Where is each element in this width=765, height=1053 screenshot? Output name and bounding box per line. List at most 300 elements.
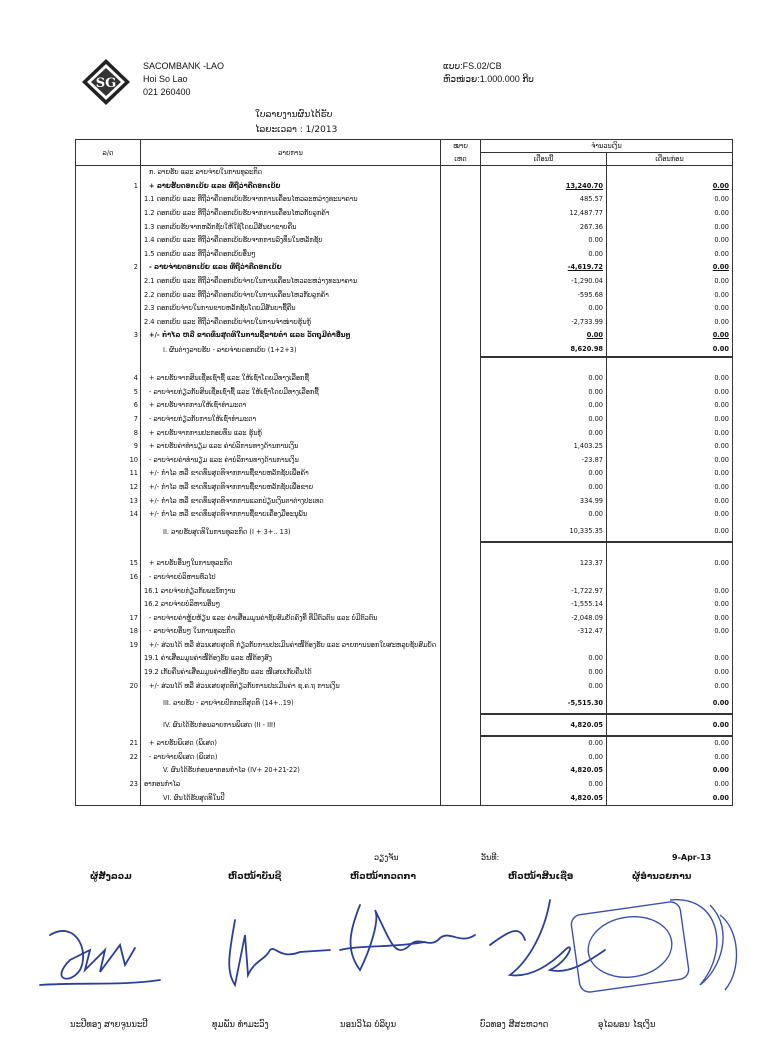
- row-number: [76, 357, 141, 372]
- table-row: [76, 736, 733, 751]
- row-number: [76, 584, 141, 598]
- row-this-month: [481, 166, 607, 180]
- table-row: [76, 440, 733, 454]
- row-label: - ລາຍຈ່າຍພິເສດ (ພິເສດ): [141, 751, 441, 765]
- row-number: 23: [76, 778, 141, 792]
- table-row: [76, 248, 733, 262]
- row-prev-month: 0.00: [607, 316, 733, 330]
- row-this-month: -2,048.09: [481, 611, 607, 625]
- row-label: 1.2 ດອກເບ້ຍ ແລະ ທີ່ຖືວ່າຄືດອກເບ້ຍຮັບຈາກການເຄື່ອນໄຫວກັບລູກຄ້າ: [141, 207, 441, 221]
- row-note: [441, 666, 481, 680]
- report-period: ໄລຍະເວລາ : 1/2013: [255, 125, 338, 135]
- row-number: 22: [76, 751, 141, 765]
- bank-stamp: [570, 900, 736, 994]
- table-row: [76, 220, 733, 234]
- row-this-month: 0.00: [481, 413, 607, 427]
- signer-title-director: ຜູ້ອຳນວຍການ: [632, 872, 692, 882]
- row-note: [441, 542, 481, 557]
- row-number: 4: [76, 372, 141, 386]
- row-label: 2.4 ດອກເບ້ຍ ແລະ ທີ່ຖືວ່າຄືດອກເບ້ຍຈ່າຍໃນການຈຳໜ່າຍຮຸ້ນກູ້: [141, 316, 441, 330]
- row-label: +/- ສ່ວນໄດ້ ຫລື ສ່ວນເສຍສຸດທິ ກ່ຽວກັບການປະເມີນຄ່າໜີ້ຕ້ອງຮັບ ແລະ ລາຍການນອກໃບສະຫລຸບຊັບສົມບັດ: [141, 639, 441, 653]
- row-note: [441, 288, 481, 302]
- signer-name-auditor: ນອນວິໄລ ບໍລິບູນ: [340, 1020, 397, 1030]
- row-note: [441, 453, 481, 467]
- row-number: [76, 207, 141, 221]
- row-note: [441, 714, 481, 736]
- row-this-month: -23.87: [481, 453, 607, 467]
- bank-phone: 021 260400: [143, 87, 191, 97]
- row-this-month: 13,240.70: [481, 180, 607, 194]
- date-label: ວັນທີ:: [481, 853, 500, 862]
- row-label: III. ລາຍຮັບ - ລາຍຈ່າຍປົກກະຕິສຸດທິ (14+..19): [141, 693, 441, 714]
- date-value: 9-Apr-13: [672, 853, 712, 862]
- table-row: [76, 571, 733, 585]
- row-note: [441, 399, 481, 413]
- row-this-month: 0.00: [481, 302, 607, 316]
- row-prev-month: 0.00: [607, 693, 733, 714]
- row-this-month: 0.00: [481, 751, 607, 765]
- table-row: [76, 679, 733, 693]
- col-no: ລ/ດ: [76, 140, 141, 166]
- row-note: [441, 207, 481, 221]
- row-label: 1.1 ດອກເບ້ຍ ແລະ ທີ່ຖືວ່າຄືດອກເບ້ຍຮັບຈາກການເຄື່ອນໄຫວລະຫວ່າງທະນາຄານ: [141, 193, 441, 207]
- row-note: [441, 571, 481, 585]
- row-number: [76, 248, 141, 262]
- row-label: + ລາຍຮັບຈາກການປະກອບທຶນ ແລະ ຮຸ້ນກູ້: [141, 426, 441, 440]
- row-number: 11: [76, 467, 141, 481]
- row-note: [441, 329, 481, 343]
- table-row: [76, 714, 733, 736]
- row-label: 2.3 ດອກເບ້ຍຈ່າຍໃນການຂາຍຫລັກຊັບໂດຍມີສັນຍາຊື້ຄືນ: [141, 302, 441, 316]
- row-number: [76, 166, 141, 180]
- table-row: [76, 639, 733, 653]
- row-label: - ລາຍຈ່າຍກ່ຽວກັບສິນເຊື່ອເຊົ່າຊື້ ແລະ ໃຫ້ເຊົ່າໂດຍມີທາງເລືອກຊື້: [141, 386, 441, 400]
- row-number: [76, 714, 141, 736]
- row-note: [441, 625, 481, 639]
- row-prev-month: 0.00: [607, 791, 733, 805]
- table-row: [76, 453, 733, 467]
- row-number: [76, 764, 141, 778]
- table-row: [76, 234, 733, 248]
- row-note: [441, 372, 481, 386]
- form-info: [443, 60, 534, 86]
- row-number: [76, 666, 141, 680]
- row-label: 16.1 ລາຍຈ່າຍກ່ຽວກັບພະນັກງານ: [141, 584, 441, 598]
- row-label: +/- ກຳໄລ ຫລື ຂາດທຶນສຸດທິຈາກການຊື້ຂາຍຫລັກຊັບເພື່ອຂາຍ: [141, 481, 441, 495]
- row-prev-month: 0.00: [607, 399, 733, 413]
- row-label: - ລາຍຈ່າຍອື່ນໆ ໃນການທຸລະກິດ: [141, 625, 441, 639]
- row-prev-month: 0.00: [607, 302, 733, 316]
- row-label: + ລາຍຮັບຈາກສິນເຊື່ອເຊົ່າຊື້ ແລະ ໃຫ້ເຊົ່າໂດຍມີທາງເລືອກຊື້: [141, 372, 441, 386]
- row-this-month: 12,487.77: [481, 207, 607, 221]
- row-number: [76, 598, 141, 612]
- signer-title-accountant: ຫົວໜ້າບັນຊີ: [228, 872, 282, 882]
- row-prev-month: 0.00: [607, 508, 733, 522]
- table-row: [76, 426, 733, 440]
- table-row: [76, 598, 733, 612]
- row-prev-month: 0.00: [607, 666, 733, 680]
- row-this-month: [481, 542, 607, 557]
- row-prev-month: 0.00: [607, 467, 733, 481]
- row-this-month: [481, 639, 607, 653]
- signer-title-auditor: ຫົວໜ້າກວດກາ: [350, 872, 416, 882]
- signature-accountant: [229, 920, 330, 985]
- table-row: [76, 329, 733, 343]
- row-note: [441, 764, 481, 778]
- row-this-month: -1,722.97: [481, 584, 607, 598]
- row-prev-month: 0.00: [607, 679, 733, 693]
- signature-auditor: [351, 905, 475, 970]
- sacombank-logo: [80, 58, 132, 106]
- row-prev-month: 0.00: [607, 193, 733, 207]
- row-this-month: 0.00: [481, 467, 607, 481]
- row-note: [441, 234, 481, 248]
- row-prev-month: 0.00: [607, 714, 733, 736]
- row-number: [76, 220, 141, 234]
- row-this-month: -1,290.04: [481, 275, 607, 289]
- row-note: [441, 440, 481, 454]
- row-label: 2.2 ດອກເບ້ຍ ແລະ ທີ່ຖືວ່າຄືດອກເບ້ຍຈ່າຍໃນການເຄື່ອນໄຫວກັບລູກຄ້າ: [141, 288, 441, 302]
- row-prev-month: [607, 639, 733, 653]
- row-number: 10: [76, 453, 141, 467]
- signer-name-accountant: ທຸມພັນ ທຳມະວົງ: [212, 1020, 269, 1030]
- row-label: - ລາຍຈ່າຍບໍລິຫານທົ່ວໄປ: [141, 571, 441, 585]
- row-prev-month: 0.00: [607, 598, 733, 612]
- table-row: [76, 791, 733, 805]
- signer-title-compiler: ຜູ້ສັງລວມ: [90, 872, 132, 882]
- table-row: [76, 481, 733, 495]
- row-note: [441, 357, 481, 372]
- table-row: [76, 542, 733, 557]
- row-note: [441, 778, 481, 792]
- table-row: [76, 652, 733, 666]
- row-label: I. ຜົນຕ່າງລາຍຮັບ - ລາຍຈ່າຍດອກເບ້ຍ (1+2+3): [141, 343, 441, 358]
- col-note-bottom: ເຫດ: [441, 153, 481, 166]
- signer-name-credit: ບົວທອງ ສີສະຫວາດ: [480, 1020, 549, 1030]
- row-label: [141, 357, 441, 372]
- row-label: +/- ສ່ວນໄດ້ ຫລື ສ່ວນເສຍສຸດທິກ່ຽວກັບການປະເມີນຄ່າ ຊ.ຄ.ຖ ການເງິນ: [141, 679, 441, 693]
- row-label: 16.2 ລາຍຈ່າຍບໍລິຫານອື່ນໆ: [141, 598, 441, 612]
- row-note: [441, 481, 481, 495]
- row-number: 1: [76, 180, 141, 194]
- row-prev-month: 0.00: [607, 778, 733, 792]
- row-this-month: -4,619.72: [481, 261, 607, 275]
- row-label: ອາກອນກຳໄລ: [141, 778, 441, 792]
- table-row: [76, 693, 733, 714]
- table-row: [76, 316, 733, 330]
- row-this-month: -1,555.14: [481, 598, 607, 612]
- row-note: [441, 193, 481, 207]
- svg-text:SG: SG: [95, 76, 117, 91]
- table-row: [76, 261, 733, 275]
- signer-name-compiler: ນະປີທອງ ສາຍຈູນນະປີ: [70, 1020, 148, 1030]
- row-number: [76, 302, 141, 316]
- bank-name: SACOMBANK -LAO: [143, 61, 225, 71]
- row-note: [441, 521, 481, 542]
- row-number: [76, 275, 141, 289]
- row-this-month: -312.47: [481, 625, 607, 639]
- row-note: [441, 494, 481, 508]
- row-prev-month: 0.00: [607, 751, 733, 765]
- row-number: 5: [76, 386, 141, 400]
- row-label: - ລາຍຈ່າຍດອກເບ້ຍ ແລະ ທີ່ຖືວ່າຄືດອກເບ້ຍ: [141, 261, 441, 275]
- row-note: [441, 467, 481, 481]
- row-prev-month: [607, 357, 733, 372]
- table-row: [76, 557, 733, 571]
- row-number: 15: [76, 557, 141, 571]
- row-label: IV. ຜົນໄດ້ຮັບກ່ອນລາຍການພິເສດ (II - III): [141, 714, 441, 736]
- row-number: [76, 288, 141, 302]
- row-number: 8: [76, 426, 141, 440]
- row-number: 16: [76, 571, 141, 585]
- row-prev-month: 0.00: [607, 413, 733, 427]
- row-number: [76, 652, 141, 666]
- row-number: [76, 343, 141, 358]
- row-label: 2.1 ດອກເບ້ຍ ແລະ ທີ່ຖືວ່າຄືດອກເບ້ຍຈ່າຍໃນການເຄື່ອນໄຫວລະຫວ່າງທະນາຄານ: [141, 275, 441, 289]
- row-prev-month: 0.00: [607, 494, 733, 508]
- table-row: [76, 778, 733, 792]
- row-this-month: 0.00: [481, 666, 607, 680]
- row-this-month: 0.00: [481, 234, 607, 248]
- row-prev-month: 0.00: [607, 207, 733, 221]
- row-this-month: 10,335.35: [481, 521, 607, 542]
- row-prev-month: 0.00: [607, 275, 733, 289]
- row-this-month: 334.99: [481, 494, 607, 508]
- row-label: II. ລາຍຮັບສຸດທິໃນການທຸລະກິດ (I + 3+.. 13): [141, 521, 441, 542]
- row-note: [441, 639, 481, 653]
- branch-name: Hoi So Lao: [143, 74, 188, 84]
- row-note: [441, 679, 481, 693]
- row-number: 20: [76, 679, 141, 693]
- row-prev-month: [607, 542, 733, 557]
- table-row: [76, 666, 733, 680]
- row-label: VI. ຜົນໄດ້ຮັບສຸດທິໃນປີ: [141, 791, 441, 805]
- row-label: V. ຜົນໄດ້ຮັບກ່ອນອາກອນກຳໄລ (IV+ 20+21-22): [141, 764, 441, 778]
- row-number: [76, 521, 141, 542]
- signatures-image: [30, 890, 750, 1010]
- row-number: [76, 234, 141, 248]
- row-note: [441, 693, 481, 714]
- row-number: 13: [76, 494, 141, 508]
- table-row: [76, 386, 733, 400]
- row-note: [441, 508, 481, 522]
- row-label: + ລາຍຮັບດອກເບ້ຍ ແລະ ທີ່ຖືວ່າຄືດອກເບ້ຍ: [141, 180, 441, 194]
- row-this-month: -5,515.30: [481, 693, 607, 714]
- row-prev-month: 0.00: [607, 234, 733, 248]
- report-title: ໃບລາຍງານຜົນໄດ້ຮັບ: [255, 110, 333, 120]
- table-row: [76, 508, 733, 522]
- col-item: ລາຍການ: [141, 140, 441, 166]
- row-note: [441, 166, 481, 180]
- row-this-month: 0.00: [481, 508, 607, 522]
- row-number: 21: [76, 736, 141, 751]
- table-row: [76, 288, 733, 302]
- table-row: [76, 193, 733, 207]
- row-number: 7: [76, 413, 141, 427]
- row-prev-month: 0.00: [607, 453, 733, 467]
- row-prev-month: 0.00: [607, 426, 733, 440]
- row-prev-month: 0.00: [607, 180, 733, 194]
- row-this-month: 0.00: [481, 679, 607, 693]
- row-note: [441, 736, 481, 751]
- table-row: [76, 611, 733, 625]
- row-note: [441, 316, 481, 330]
- row-number: [76, 542, 141, 557]
- row-number: [76, 316, 141, 330]
- table-row: [76, 625, 733, 639]
- row-prev-month: 0.00: [607, 288, 733, 302]
- income-statement-table: [75, 139, 733, 806]
- row-number: 9: [76, 440, 141, 454]
- row-this-month: 267.36: [481, 220, 607, 234]
- table-row: [76, 521, 733, 542]
- place-label: ວຽງຈັນ: [374, 853, 399, 862]
- row-label: - ລາຍຈ່າຍກ່ຽວກັບການໃຫ້ເຊົ່າທຳມະດາ: [141, 413, 441, 427]
- row-note: [441, 584, 481, 598]
- row-label: - ລາຍຈ່າຍຄ່າຫຼຸ້ຍຫ້ຽນ ແລະ ຄ່າເສື່ອມມູນຄ່າຊັບສົມບັດຄົງທີ່ ທີ່ມີຕົວຕົນ ແລະ ບໍ່ມີຕົວຕົນ: [141, 611, 441, 625]
- row-number: [76, 791, 141, 805]
- row-this-month: 0.00: [481, 778, 607, 792]
- table-row: [76, 764, 733, 778]
- row-number: 19: [76, 639, 141, 653]
- row-prev-month: 0.00: [607, 521, 733, 542]
- row-prev-month: 0.00: [607, 625, 733, 639]
- row-label: - ລາຍຈ່າຍຄ່າທຳນຽມ ແລະ ຄ່າບໍລິການທາງດ້ານການເງິນ: [141, 453, 441, 467]
- row-prev-month: 0.00: [607, 372, 733, 386]
- row-this-month: 4,820.05: [481, 714, 607, 736]
- row-label: +/- ກຳໄລ ຫລື ຂາດທຶນສຸດທິຈາກການຊື້ຂາຍເຄື່ອງມືອະນຸພັນ: [141, 508, 441, 522]
- table-row: [76, 357, 733, 372]
- row-this-month: 1,403.25: [481, 440, 607, 454]
- row-note: [441, 275, 481, 289]
- row-prev-month: 0.00: [607, 329, 733, 343]
- row-this-month: 485.57: [481, 193, 607, 207]
- row-prev-month: [607, 571, 733, 585]
- row-note: [441, 386, 481, 400]
- unit-label: ຫົວໜ່ວຍ:1.000.000 ກີບ: [443, 74, 534, 84]
- row-label: + ລາຍຮັບພິເສດ (ພິເສດ): [141, 736, 441, 751]
- row-note: [441, 652, 481, 666]
- row-prev-month: 0.00: [607, 440, 733, 454]
- table-row: [76, 275, 733, 289]
- signer-name-director: ອຸໄລພອນ ໄຊເງິນ: [598, 1020, 656, 1030]
- row-this-month: [481, 571, 607, 585]
- table-row: [76, 584, 733, 598]
- form-code: ແບບ:FS.02/CB: [443, 61, 502, 71]
- col-this-month: ເດືອນນີ້: [481, 153, 607, 166]
- row-this-month: 4,820.05: [481, 791, 607, 805]
- row-note: [441, 180, 481, 194]
- col-amount: ຈຳນວນເງິນ: [481, 140, 733, 153]
- table-row: [76, 343, 733, 358]
- signature-compiler: [50, 931, 135, 979]
- row-label: + ລາຍຮັບຈາກການໃຫ້ເຊົ່າທຳມະດາ: [141, 399, 441, 413]
- row-number: [76, 693, 141, 714]
- row-label: 1.4 ດອກເບ້ຍ ແລະ ທີ່ຖືວ່າຄືດອກເບ້ຍຮັບຈາກການລົງທຶນໃນຫລັກຊັບ: [141, 234, 441, 248]
- row-this-month: 0.00: [481, 652, 607, 666]
- row-label: ກ. ລາຍຮັບ ແລະ ລາຍຈ່າຍໃນການທຸລະກິດ: [141, 166, 441, 180]
- table-row: [76, 302, 733, 316]
- row-this-month: 0.00: [481, 329, 607, 343]
- row-note: [441, 261, 481, 275]
- row-prev-month: 0.00: [607, 481, 733, 495]
- row-this-month: 0.00: [481, 386, 607, 400]
- bank-info: [143, 60, 224, 99]
- row-note: [441, 426, 481, 440]
- row-number: 2: [76, 261, 141, 275]
- table-row: [76, 494, 733, 508]
- row-number: 17: [76, 611, 141, 625]
- row-note: [441, 751, 481, 765]
- row-prev-month: 0.00: [607, 652, 733, 666]
- row-label: +/- ກຳໄລ ຫລື ຂາດທຶນສຸດທິໃນການຊື້ຂາຍຄຳ ແລະ ວັດຖຸມີຄ່າອື່ນໆ: [141, 329, 441, 343]
- table-row: [76, 207, 733, 221]
- row-number: 14: [76, 508, 141, 522]
- row-this-month: -595.68: [481, 288, 607, 302]
- row-number: 3: [76, 329, 141, 343]
- row-number: [76, 193, 141, 207]
- row-label: [141, 542, 441, 557]
- row-prev-month: 0.00: [607, 343, 733, 358]
- row-this-month: 0.00: [481, 399, 607, 413]
- row-this-month: 4,820.05: [481, 764, 607, 778]
- row-prev-month: 0.00: [607, 386, 733, 400]
- row-this-month: 0.00: [481, 372, 607, 386]
- row-prev-month: 0.00: [607, 736, 733, 751]
- row-this-month: 8,620.98: [481, 343, 607, 358]
- row-note: [441, 248, 481, 262]
- table-row: [76, 751, 733, 765]
- col-note-top: ໝາຍ: [441, 140, 481, 153]
- row-note: [441, 220, 481, 234]
- signer-title-credit: ຫົວໜ້າສິນເຊື່ອ: [508, 872, 574, 882]
- row-note: [441, 413, 481, 427]
- row-this-month: 123.37: [481, 557, 607, 571]
- row-label: 19.2 ເກັບຄືນຄ່າເສື່ອມມູນຄ່າໜີ້ຕ້ອງຮັບ ແລະ ໜີ້ເສຍເກັບຄືນໄດ້: [141, 666, 441, 680]
- table-row: [76, 413, 733, 427]
- row-label: +/- ກຳໄລ ຫລື ຂາດທຶນສຸດທິຈາກການແລກປ່ຽນເງິນຕາຕ່າງປະເທດ: [141, 494, 441, 508]
- row-note: [441, 557, 481, 571]
- table-row: [76, 372, 733, 386]
- row-number: 6: [76, 399, 141, 413]
- row-number: 12: [76, 481, 141, 495]
- row-this-month: 0.00: [481, 481, 607, 495]
- table-row: [76, 180, 733, 194]
- row-prev-month: 0.00: [607, 220, 733, 234]
- row-this-month: -2,733.99: [481, 316, 607, 330]
- row-label: + ລາຍຮັບອື່ນໆໃນການທຸລະກິດ: [141, 557, 441, 571]
- row-note: [441, 598, 481, 612]
- row-prev-month: 0.00: [607, 261, 733, 275]
- row-note: [441, 791, 481, 805]
- row-note: [441, 343, 481, 358]
- row-this-month: 0.00: [481, 426, 607, 440]
- row-prev-month: 0.00: [607, 611, 733, 625]
- row-label: + ລາຍຮັບຄ່າທຳນຽມ ແລະ ຄ່າບໍລິການທາງດ້ານການເງິນ: [141, 440, 441, 454]
- row-note: [441, 302, 481, 316]
- row-prev-month: 0.00: [607, 248, 733, 262]
- row-prev-month: 0.00: [607, 584, 733, 598]
- row-prev-month: 0.00: [607, 557, 733, 571]
- row-prev-month: [607, 166, 733, 180]
- row-this-month: 0.00: [481, 736, 607, 751]
- table-row: [76, 166, 733, 180]
- row-label: +/- ກຳໄລ ຫລື ຂາດທຶນສຸດທິຈາກການຊື້ຂາຍຫລັກຊັບເພື່ອຄ້າ: [141, 467, 441, 481]
- row-note: [441, 611, 481, 625]
- col-prev-month: ເດືອນກ່ອນ: [607, 153, 733, 166]
- row-label: 19.1 ຄ່າເສື່ອມມູນຄ່າໜີ້ຕ້ອງຮັບ ແລະ ໜີ້ຕ້ອງສົງ: [141, 652, 441, 666]
- table-row: [76, 399, 733, 413]
